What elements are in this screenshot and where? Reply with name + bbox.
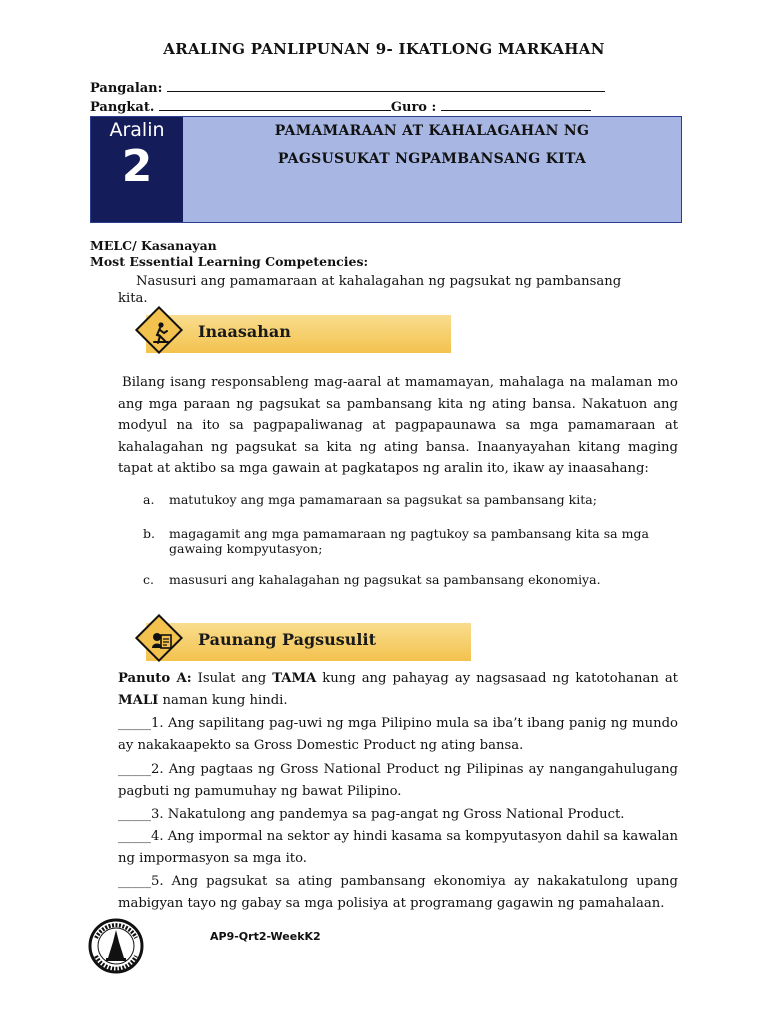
question-item: _____1. Ang sapilitang pag-uwi ng mga Pilipino mula sa iba’t ibang panig ng mundo ay nakakaapekto sa Gross Domestic Product ng ating bansa. [118,716,678,753]
objective-text: masusuri ang kahalagahan ng pagsukat sa pambansang ekonomiya. [169,572,601,587]
inaasahan-label: Inaasahan [198,322,291,341]
objective-letter: a. [143,492,155,507]
melc-subheading: Most Essential Learning Competencies: [90,254,369,269]
melc-text-line1: Nasusuri ang pamamaraan at kahalagahan ng pagsukat ng pambansang [136,274,622,289]
teacher-label: Guro : [390,100,441,115]
question-item: _____5. Ang pagsukat sa ating pambansang ekonomiya ay nakakatulong upang mabigyan tayo ng gabay sa mga polisiya at programang gagawin ng pamahalaan. [118,874,678,911]
instruction-text: naman kung hindi. [158,692,288,708]
objective-text: magagamit ang mga pamamaraan ng pagtukoy sa pambansang kita sa mga gawaing kompyutasyon; [169,526,649,556]
instruction [118,668,678,711]
page-title: ARALING PANLIPUNAN 9- IKATLONG MARKAHAN [163,40,605,58]
tama-keyword: TAMA [272,671,317,686]
inaasahan-paragraph-text: Bilang isang responsableng mag-aaral at mamamayan, mahalaga na malaman mo ang mga paraan ng pagsukat sa pambansang kita ng ating bansa. Nakatuon ang modyul na ito sa pagpapaliwanag at pagpapaunawa sa mga pamamaraan at kahalagahan ng pagsukat sa kita ng ating bansa. Inaanyayahan kitang maging tapat at aktibo sa mga gawain at pagkatapos ng aralin ito, ikaw ay inaasahang: [118,375,678,476]
schools-division-seal-icon [88,918,144,974]
objective-item [143,492,649,508]
objective-text: matutukoy ang mga pamamaraan sa pagsukat sa pambansang kita; [169,492,597,507]
lesson-header [90,116,682,223]
objective-item [143,572,649,604]
objective-item [143,526,649,558]
mali-keyword: MALI [118,692,159,708]
teacher-blank[interactable] [441,99,591,111]
lesson-title-line2: PAGSUSUKAT NGPAMBANSANG KITA [277,151,587,167]
inaasahan-paragraph [118,372,678,480]
objective-letter: b. [143,526,155,541]
test-paper-icon [146,626,176,656]
section-label: Pangkat. [90,100,159,115]
name-label: Pangalan: [90,81,167,96]
instruction-text: Isulat ang [191,671,273,686]
paunang-pagsusulit-label: Paunang Pagsusulit [198,630,376,649]
footer-code: AP9-Qrt2-WeekK2 [210,930,321,943]
person-walking-icon [146,318,176,348]
lesson-word: Aralin [109,119,165,141]
question-item: _____4. Ang impormal na sektor ay hindi kasama sa kompyutasyon dahil sa kawalan ng impormasyon sa mga ito. [118,829,678,866]
objective-letter: c. [143,572,154,587]
paunang-pagsusulit-banner [138,620,471,662]
inaasahan-banner [138,312,451,354]
section-teacher-row [90,99,591,115]
question-item: _____3. Nakatulong ang pandemya sa pag-angat ng Gross National Product. [118,807,625,822]
name-blank[interactable] [167,80,605,92]
question-item: _____2. Ang pagtaas ng Gross National Product ng Pilipinas ay nangangahulugang pagbuti ng pamumuhay ng bawat Pilipino. [118,762,678,799]
instruction-text: kung ang pahayag ay nagsasaad ng katotohanan at [316,671,678,686]
name-field-row [90,80,605,96]
lesson-number: 2 [121,141,153,192]
lesson-title-line1: PAMAMARAAN AT KAHALAGAHAN NG [274,123,590,139]
melc-text-line2: kita. [118,291,148,306]
section-blank[interactable] [159,99,391,111]
instruction-label: Panuto A: [118,671,192,686]
lesson-number-block [91,117,183,222]
melc-heading: MELC/ Kasanayan [90,238,217,253]
